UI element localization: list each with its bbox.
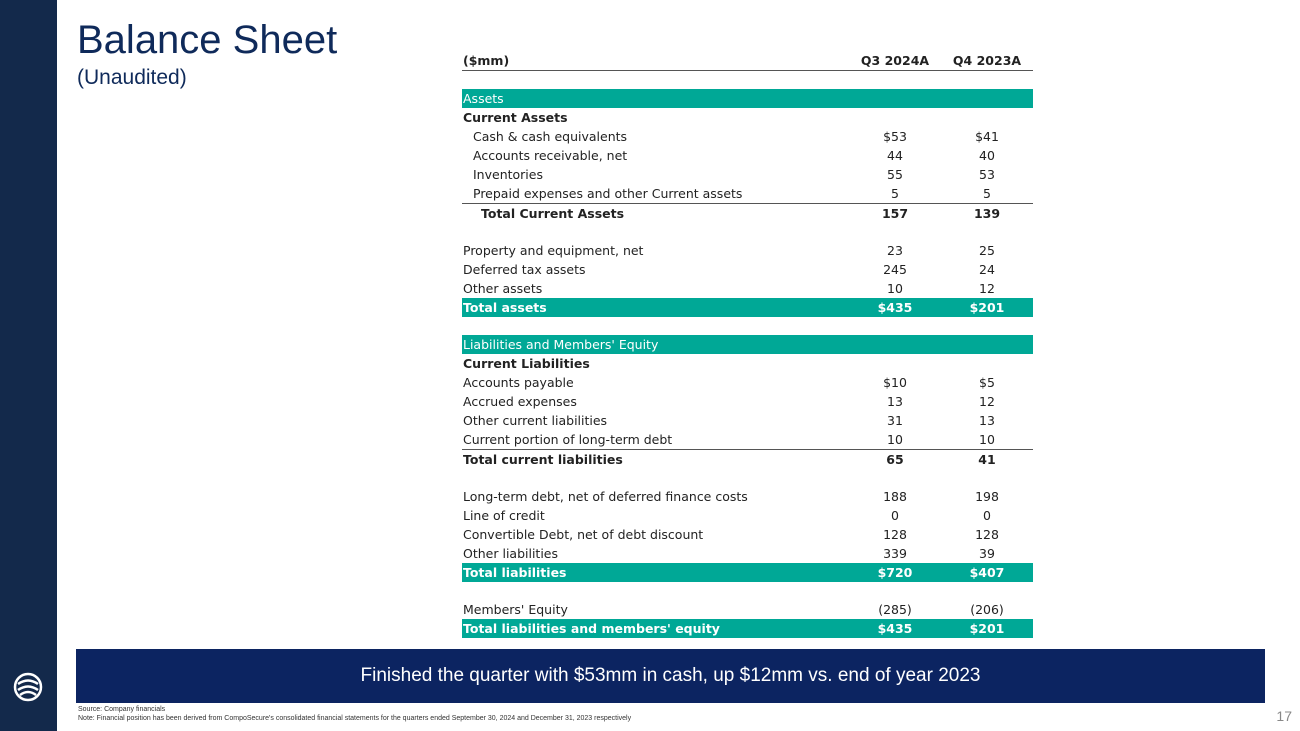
row-value-q4: 25	[979, 243, 995, 258]
row-label: Total liabilities and members' equity	[462, 619, 850, 638]
table-row	[462, 298, 1033, 317]
table-row	[462, 411, 1033, 430]
row-label: Current Liabilities	[463, 356, 590, 371]
table-row	[462, 204, 1033, 224]
row-value-q4: 41	[941, 450, 1033, 470]
footnotes	[78, 705, 631, 723]
row-value-q4: 12	[979, 394, 995, 409]
row-value-q3: 13	[887, 394, 903, 409]
row-label: Other current liabilities	[463, 413, 608, 428]
row-value-q4: 139	[941, 204, 1033, 224]
row-value-q3	[850, 108, 941, 127]
row-value-q3: 245	[883, 262, 907, 277]
row-value-q3: (285)	[878, 602, 912, 617]
row-label: Line of credit	[463, 508, 545, 523]
row-value-q4	[941, 469, 1033, 487]
table-row	[462, 89, 1033, 108]
row-value-q3: 128	[883, 527, 907, 542]
row-value-q4: 39	[979, 546, 995, 561]
row-value-q4: $41	[975, 129, 999, 144]
row-value-q3: $10	[883, 375, 907, 390]
row-label: Deferred tax assets	[463, 262, 586, 277]
table-row	[462, 392, 1033, 411]
source-note: Source: Company financials	[78, 706, 166, 713]
row-value-q3: $435	[850, 619, 941, 638]
row-label: Accounts receivable, net	[473, 148, 628, 163]
row-label: Inventories	[473, 167, 543, 182]
row-value-q3: 65	[850, 450, 941, 470]
table-row	[462, 165, 1033, 184]
row-value-q4: 198	[975, 489, 999, 504]
row-label: Current Assets	[463, 110, 568, 125]
table-header	[462, 51, 1033, 71]
row-label: Liabilities and Members' Equity	[462, 335, 850, 354]
row-value-q3	[850, 71, 941, 90]
row-value-q4: $201	[941, 619, 1033, 638]
row-value-q3	[850, 223, 941, 241]
header-q3: Q3 2024A	[850, 51, 941, 71]
row-value-q4: 13	[979, 413, 995, 428]
row-value-q3: $53	[883, 129, 907, 144]
header-q4: Q4 2023A	[941, 51, 1033, 71]
row-label: Members' Equity	[463, 602, 568, 617]
row-label: Property and equipment, net	[463, 243, 644, 258]
table-row	[462, 260, 1033, 279]
row-value-q4: 40	[979, 148, 995, 163]
row-value-q3: 157	[850, 204, 941, 224]
row-label	[462, 71, 850, 90]
row-label: Convertible Debt, net of debt discount	[463, 527, 704, 542]
row-value-q4: $407	[941, 563, 1033, 582]
row-value-q4: 12	[979, 281, 995, 296]
row-value-q4: (206)	[970, 602, 1004, 617]
note-text: Note: Financial position has been derived from CompoSecure's consolidated financial statements for the quarters ended September 30, 2024 and December 31, 2023 respectively	[78, 715, 632, 722]
row-label	[462, 469, 850, 487]
row-label: Other liabilities	[463, 546, 559, 561]
row-value-q3: 55	[887, 167, 903, 182]
row-label: Cash & cash equivalents	[473, 129, 628, 144]
row-value-q3: 5	[891, 186, 899, 201]
table-row	[462, 544, 1033, 563]
table-row	[462, 563, 1033, 582]
row-value-q4: 24	[979, 262, 995, 277]
row-value-q3	[850, 335, 941, 354]
page-subtitle: (Unaudited)	[77, 66, 187, 89]
row-label: Total current liabilities	[462, 450, 850, 470]
summary-banner: Finished the quarter with $53mm in cash, up $12mm vs. end of year 2023	[76, 649, 1265, 703]
spacer-row	[462, 71, 1033, 90]
table-row	[462, 279, 1033, 298]
row-value-q4: $5	[979, 375, 995, 390]
row-value-q4	[941, 317, 1033, 335]
row-value-q3: 23	[887, 243, 903, 258]
row-value-q4: 10	[979, 432, 995, 447]
table-row	[462, 241, 1033, 260]
row-label: Total Current Assets	[462, 204, 850, 224]
row-label: Assets	[462, 89, 850, 108]
row-value-q3: $720	[850, 563, 941, 582]
table-row	[462, 619, 1033, 638]
row-value-q4: $201	[941, 298, 1033, 317]
row-label	[462, 582, 850, 600]
row-label: Prepaid expenses and other Current assets	[473, 186, 743, 201]
table-row	[462, 487, 1033, 506]
sidebar	[0, 0, 57, 731]
table-row	[462, 600, 1033, 619]
table-row	[462, 184, 1033, 204]
row-value-q4	[941, 71, 1033, 90]
row-label	[462, 223, 850, 241]
table-row	[462, 525, 1033, 544]
table-row	[462, 373, 1033, 392]
row-label: Accrued expenses	[463, 394, 577, 409]
row-value-q3: 339	[883, 546, 907, 561]
row-value-q4: 53	[979, 167, 995, 182]
row-label: Total liabilities	[462, 563, 850, 582]
row-value-q4	[941, 108, 1033, 127]
row-value-q4: 5	[983, 186, 991, 201]
row-value-q3: 0	[891, 508, 899, 523]
table-row	[462, 354, 1033, 373]
table-row	[462, 450, 1033, 470]
row-value-q3: 10	[887, 281, 903, 296]
page-title: Balance Sheet	[77, 18, 338, 62]
row-value-q4	[941, 582, 1033, 600]
row-value-q4	[941, 223, 1033, 241]
row-value-q3	[850, 469, 941, 487]
company-logo-icon	[13, 672, 43, 702]
table-row	[462, 430, 1033, 450]
balance-sheet-table	[462, 51, 1033, 638]
row-value-q3	[850, 582, 941, 600]
page-number: 17	[1276, 708, 1292, 724]
table-row	[462, 108, 1033, 127]
row-value-q4	[941, 89, 1033, 108]
row-label: Other assets	[463, 281, 543, 296]
row-label	[462, 317, 850, 335]
row-value-q4: 0	[983, 508, 991, 523]
row-value-q3	[850, 89, 941, 108]
header-units: ($mm)	[462, 51, 850, 71]
table-row	[462, 335, 1033, 354]
row-value-q4: 128	[975, 527, 999, 542]
table-row	[462, 127, 1033, 146]
spacer-row	[462, 582, 1033, 600]
row-value-q3	[850, 354, 941, 373]
row-label: Accounts payable	[463, 375, 574, 390]
row-value-q3: 188	[883, 489, 907, 504]
row-label: Current portion of long-term debt	[463, 432, 673, 447]
row-value-q4	[941, 335, 1033, 354]
table-row	[462, 506, 1033, 525]
row-value-q3: 31	[887, 413, 903, 428]
row-label: Long-term debt, net of deferred finance costs	[463, 489, 748, 504]
spacer-row	[462, 223, 1033, 241]
row-value-q3: 44	[887, 148, 903, 163]
spacer-row	[462, 469, 1033, 487]
row-value-q3: 10	[887, 432, 903, 447]
table-row	[462, 146, 1033, 165]
spacer-row	[462, 317, 1033, 335]
row-value-q3	[850, 317, 941, 335]
row-value-q3: $435	[850, 298, 941, 317]
row-label: Total assets	[462, 298, 850, 317]
row-value-q4	[941, 354, 1033, 373]
